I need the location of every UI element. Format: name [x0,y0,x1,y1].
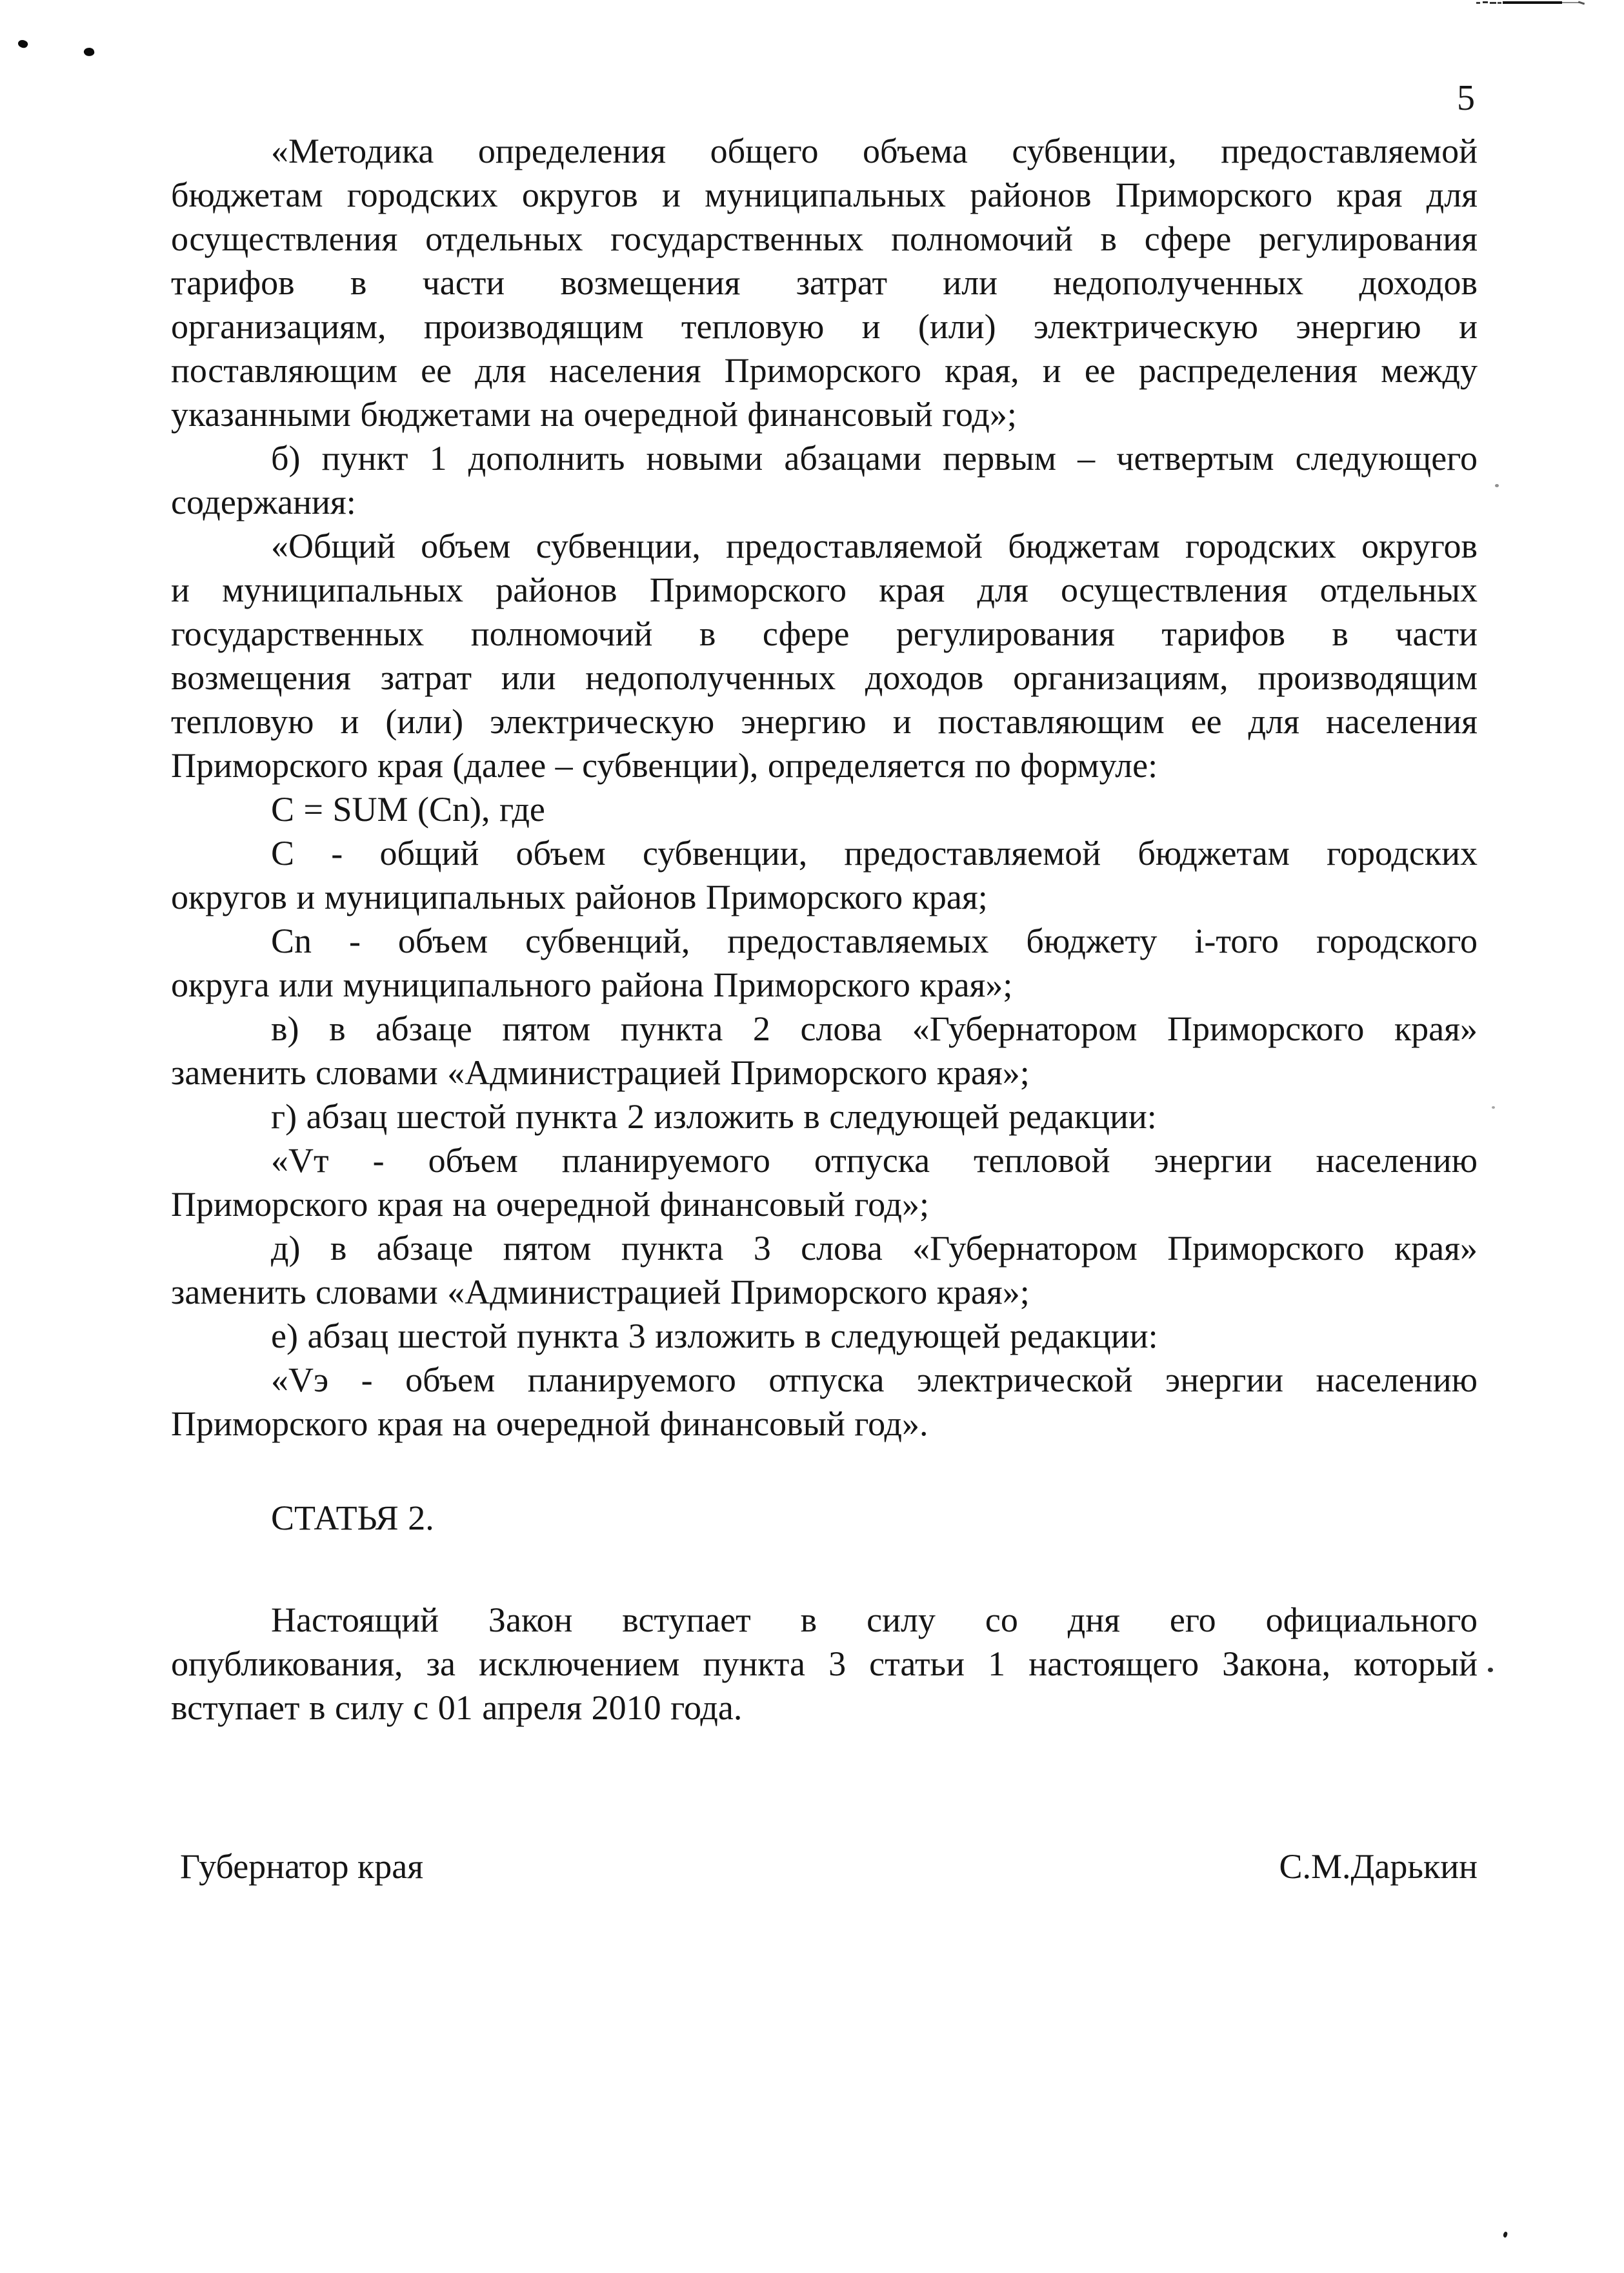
text-line: Приморского края на очередной финансовый год»; [171,1185,930,1224]
paragraph [171,1138,1478,1226]
paragraph [171,129,1478,436]
signature-position-label: Губернатор края [180,1847,424,1886]
text-line: Сn - объем субвенций, предоставляемых бюджету i-того городского [271,922,1478,960]
scan-speck-top-left-1 [17,38,29,50]
paragraph [171,1358,1478,1446]
scan-speck-right-2 [1492,1106,1495,1109]
text-line: опубликования, за исключением пункта 3 статьи 1 настоящего Закона, который [171,1644,1478,1683]
text-line: содержания: [171,483,356,521]
text-line: д) в абзаце пятом пункта 3 слова «Губернатором Приморского края» [271,1229,1478,1268]
text-line: бюджетам городских округов и муниципальных районов Приморского края для [171,176,1478,214]
text-line: организациям, производящим тепловую и (или) электрическую энергию и [171,307,1478,346]
paragraph [171,787,1478,831]
text-line: г) абзац шестой пункта 2 изложить в следующей редакции: [271,1097,1157,1136]
text-line: заменить словами «Администрацией Приморского края»; [171,1053,1030,1092]
signature-row [171,1844,1478,1888]
text-line: указанными бюджетами на очередной финансовый год»; [171,395,1017,434]
paragraph [171,1007,1478,1095]
scan-speck-right-1 [1495,484,1499,487]
scan-speck-bottom [1503,2231,1509,2238]
signature-name: С.М.Дарькин [1279,1847,1478,1886]
text-line: «Vэ - объем планируемого отпуска электрической энергии населению [271,1360,1478,1399]
text-line: «Vт - объем планируемого отпуска тепловой энергии населению [271,1141,1478,1180]
text-line: С = SUM (Сn), где [271,790,545,829]
scan-line-dot-1 [1476,2,1480,4]
text-line: возмещения затрат или недополученных доходов организациям, производящим [171,658,1478,697]
page-number: 5 [1457,78,1475,118]
text-line: заменить словами «Администрацией Приморского края»; [171,1273,1030,1311]
text-line: Приморского края (далее – субвенции), определяется по формуле: [171,746,1158,785]
scan-speck-right-3 [1488,1668,1493,1672]
paragraph [171,436,1478,524]
paragraph [171,1095,1478,1138]
paragraph [171,1496,1478,1540]
text-line: поставляющим ее для населения Приморского края, и ее распределения между [171,351,1478,390]
text-line: и муниципальных районов Приморского края для осуществления отдельных [171,571,1478,609]
paragraph [171,919,1478,1007]
paragraph [171,1598,1478,1730]
text-line: государственных полномочий в сфере регулирования тарифов в части [171,614,1478,653]
scan-line-dot-4 [1498,2,1501,4]
text-line: осуществления отдельных государственных полномочий в сфере регулирования [171,219,1478,258]
scan-line-dot-3 [1490,2,1496,4]
text-line: СТАТЬЯ 2. [271,1499,434,1537]
text-line: «Методика определения общего объема субвенции, предоставляемой [271,132,1478,170]
scan-speck-top-left-2 [83,46,95,57]
entry-into-force-text [171,1598,1478,1730]
article-1-amendments-text [171,129,1478,1446]
text-line: б) пункт 1 дополнить новыми абзацами первым – четвертым следующего [271,439,1478,478]
text-line: С - общий объем субвенции, предоставляемой бюджетам городских [271,834,1478,873]
text-line: вступает в силу с 01 апреля 2010 года. [171,1688,743,1727]
text-line: в) в абзаце пятом пункта 2 слова «Губернатором Приморского края» [271,1009,1478,1048]
article-2-heading [171,1496,1478,1540]
paragraph [171,524,1478,787]
scan-line-hook [1578,1,1585,5]
scan-line-extension [1562,2,1580,3]
text-line: округов и муниципальных районов Приморского края; [171,878,988,916]
paragraph [171,1226,1478,1314]
text-line: Настоящий Закон вступает в силу со дня его официального [271,1601,1478,1639]
text-line: тарифов в части возмещения затрат или недополученных доходов [171,263,1478,302]
text-line: «Общий объем субвенции, предоставляемой бюджетам городских округов [271,527,1478,565]
paragraph [171,1314,1478,1358]
text-line: тепловую и (или) электрическую энергию и поставляющим ее для населения [171,702,1478,741]
text-line: е) абзац шестой пункта 3 изложить в следующей редакции: [271,1317,1158,1355]
scan-line-top-right [1503,1,1562,4]
scan-line-dot-2 [1483,1,1488,3]
paragraph [171,831,1478,919]
text-line: округа или муниципального района Приморского края»; [171,965,1013,1004]
text-line: Приморского края на очередной финансовый год». [171,1404,928,1443]
